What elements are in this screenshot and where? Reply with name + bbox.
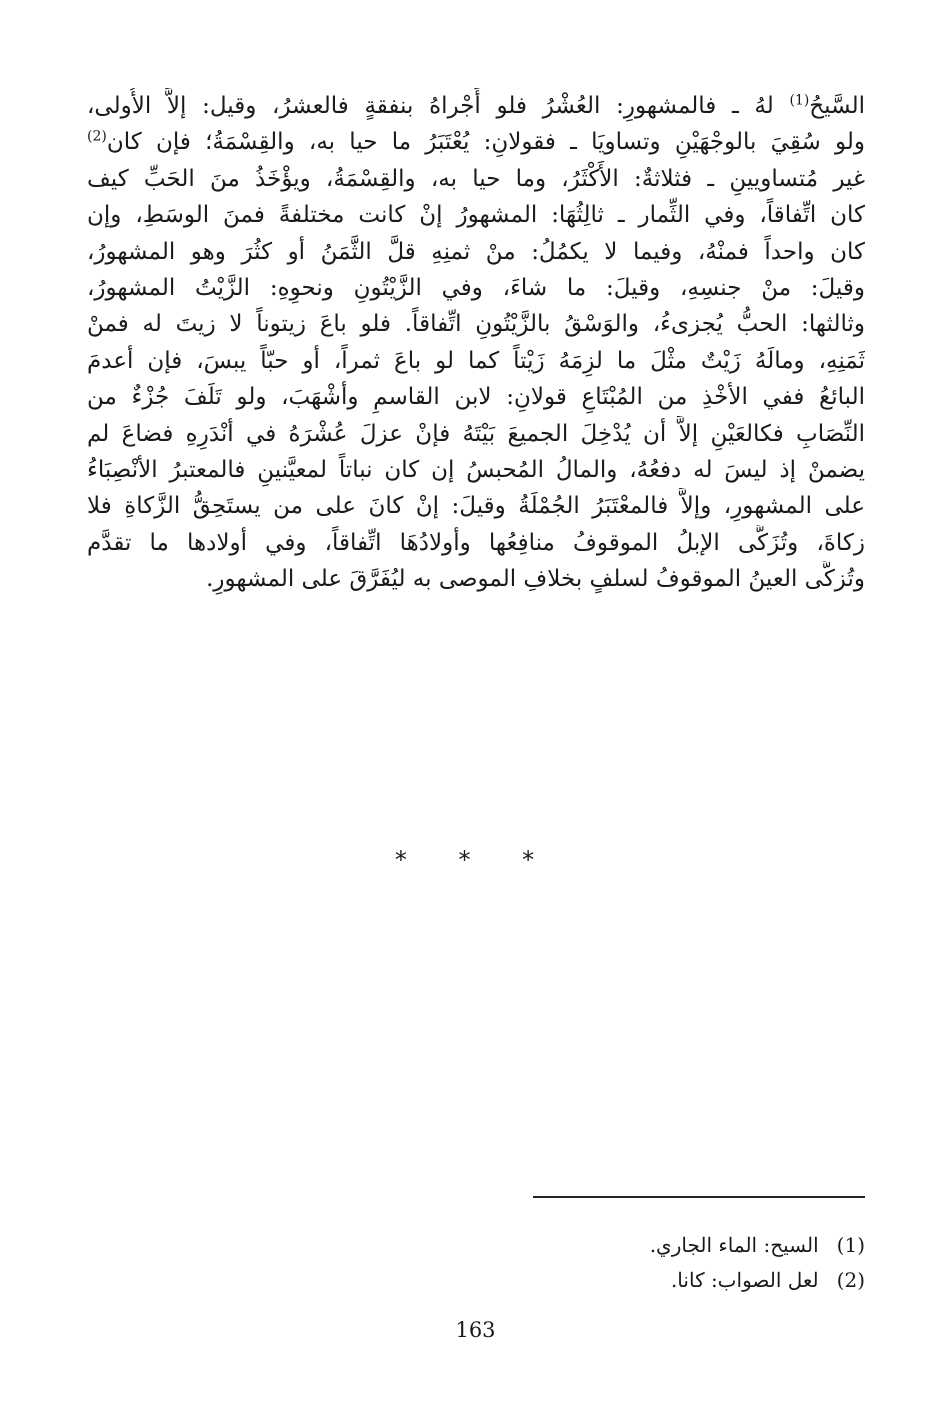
footnote-number: (2) [836,1268,865,1292]
text-line: غير مُتساويينِ ـ فثلاثةٌ: الأَكْثَرُ، وما حيا به، والقِسْمَةُ، ويؤْخَذُ منَ الحَبِّ كيف [87,165,865,192]
footnote-text: لعل الصواب: كانا. [670,1268,819,1292]
text-line: كان اتِّفاقاً، وفي الثِّمار ـ ثالِثُهَا: المشهورُ إنْ كانت مختلفةً فمنَ الوسَطِ، وإن [87,202,865,229]
footnote-item [265,1263,865,1298]
text-line: السَّيحُ$^{(1)}$ لهُ ـ فالمشهورِ: العُشْرُ فلو أَجْراهُ بنفقةٍ فالعشرُ، وقيل: إلاَّ الأُولى، [87,92,865,119]
footnote-reference[interactable]: (1) [789,92,810,109]
footnote-text: السيح: الماء الجاري. [649,1233,819,1257]
text-line: ثَمَنِهِ، ومالَهُ زَيْتٌ مثْلَ ما لزِمَهُ زَيْتاً كما لو باعَ ثمراً، أو حبّاً يبسَ، فإن أعدمَ [87,347,865,374]
text-line: كان واحداً فمنْهُ، وفيما لا يكمُلُ: منْ ثمنِهِ قلَّ الثَّمَنُ أو كثُرَ وهو المشهورُ، [87,238,865,265]
body-text [87,88,865,598]
text-line-last: وتُزكَّى العينُ الموقوفُ لسلفٍ بخلافِ الموصى به ليُفَرَّقَ على المشهورِ. [206,566,865,593]
footnote-divider [533,1196,865,1198]
footnote-item [265,1228,865,1263]
text-line: وقيلَ: منْ جنسِهِ، وقيلَ: ما شاءَ، وفي الزَّيْتُونِ ونحوِهِ: الزَّيْتُ المشهورُ، [87,275,865,302]
text-line: ولو سُقِيَ بالوجْهَيْنِ وتساويَا ـ فقولانِ: يُعْتَبَرُ ما حيا به، والقِسْمَةُ؛ فإن كان$^{(2)}$ [87,128,865,156]
text-line: يضمنْ إذ ليسَ له دفعُهُ، والمالُ المُحبسُ إن كان نباتاً لمعيَّنينِ فالمعتبرُ الأنْصِبَاءُ [87,457,865,484]
footnote-reference[interactable]: (2) [87,128,107,145]
footnote-number: (1) [836,1233,865,1257]
text-line: زكاةَ، وتُزَكَّى الإبلُ الموقوفُ منافِعُها وأولادُهَا اتِّفاقاً، وفي أولادها ما تقدَّم [87,529,865,556]
text-line: النِّصَابِ فكالعَيْنِ إلاَّ أن يُدْخِلَ الجميعَ بَيْتَهُ فإنْ عزلَ عُشْرَهُ في أنْدَرِهِ فضاعَ لم [87,420,865,447]
text-line: وثالثها: الحبُّ يُجزىءُ، والوَسْقُ بالزَّيْتُونِ اتِّفاقاً. فلو باعَ زيتوناً لا زيتَ له فمنْ [87,311,865,338]
footnotes [265,1228,865,1298]
section-separator: * * * [394,846,557,874]
text-line: البائعُ ففي الأخْذِ من المُبْتَاعِ قولانِ: لابن القاسمِ وأشْهَبَ، ولو تَلَفَ جُزْءٌ من [87,384,865,411]
text-line: على المشهورِ، وإلاَّ فالمعْتَبَرُ الجُمْلَةُ وقيلَ: إنْ كانَ على من يستَحِقُّ الزَّكاةِ فلا [87,493,865,520]
page-number: 163 [455,1318,496,1342]
